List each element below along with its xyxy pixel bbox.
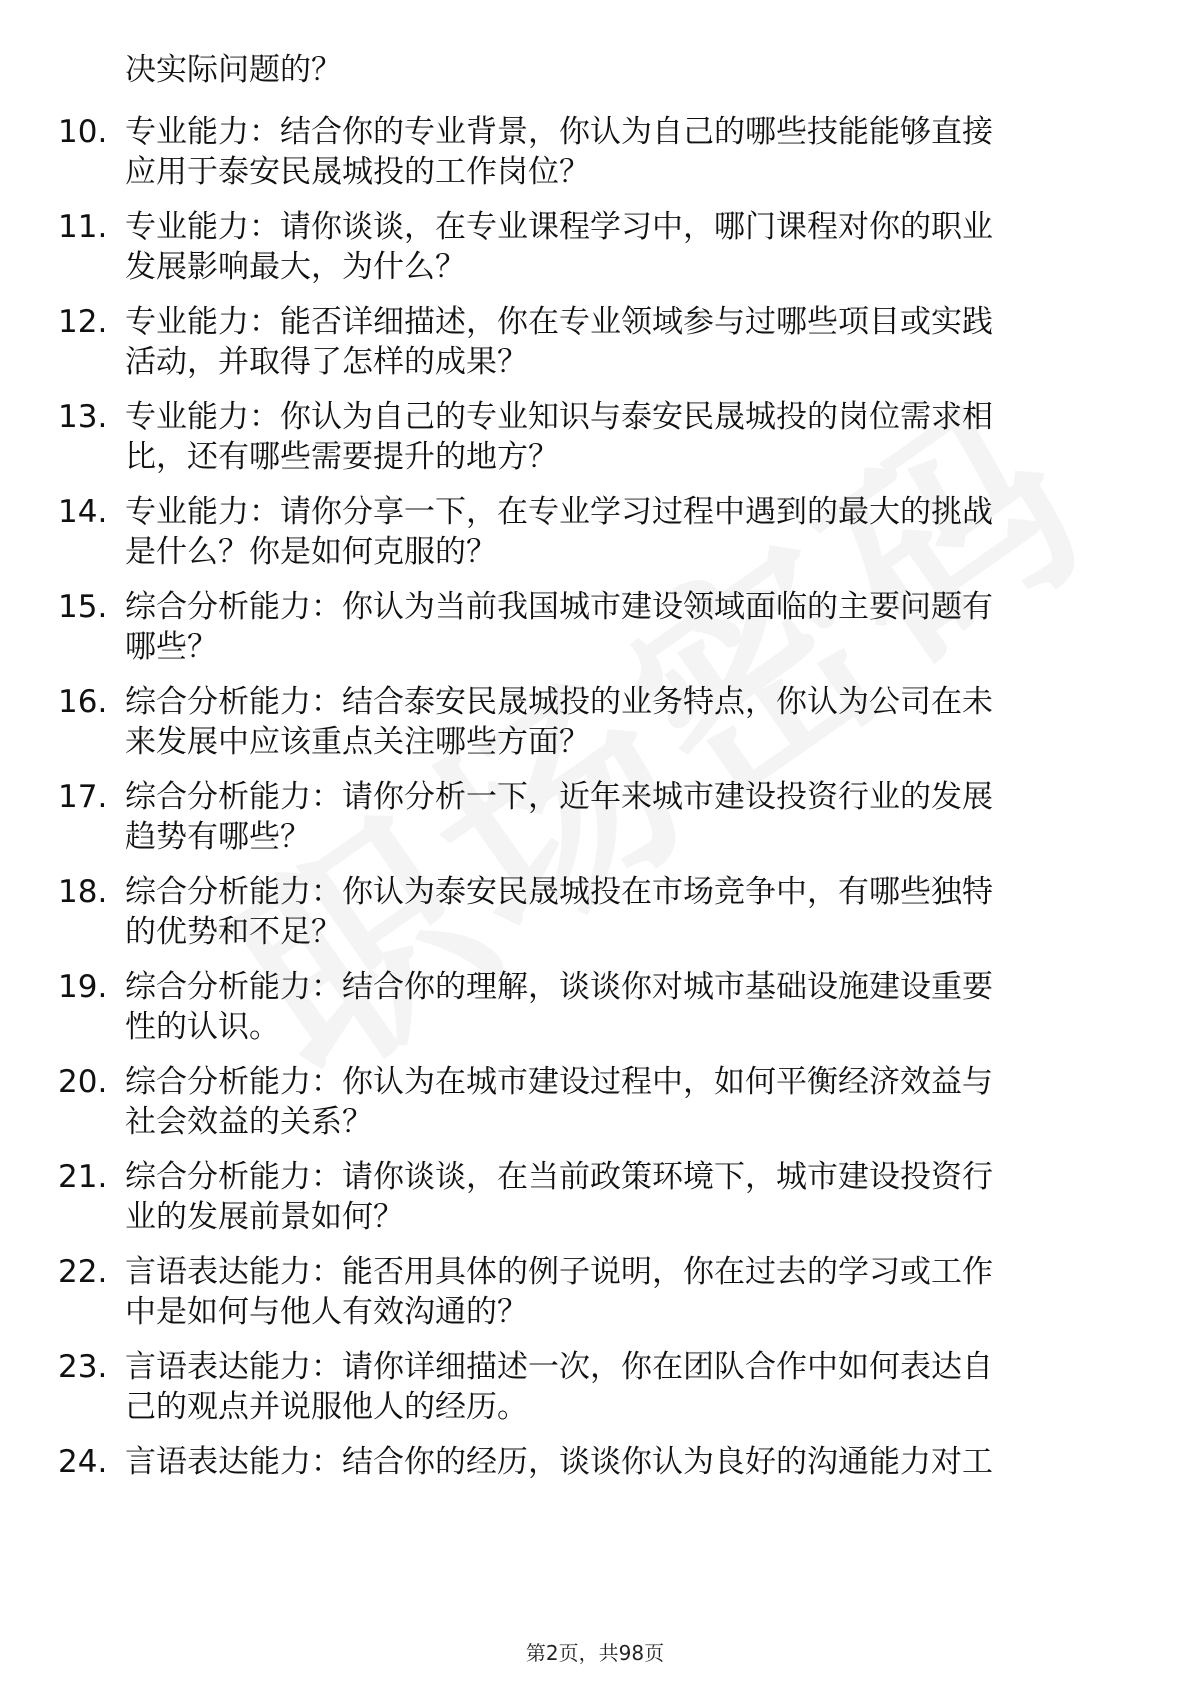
question-number: 16.	[58, 684, 108, 720]
question-number: 22.	[58, 1254, 108, 1290]
question-text: 专业能力：能否详细描述，你在专业领域参与过哪些项目或实践 活动，并取得了怎样的成果？	[125, 304, 993, 380]
question-text: 专业能力：请你谈谈，在专业课程学习中，哪门课程对你的职业 发展影响最大，为什么？	[125, 209, 993, 285]
question-text: 综合分析能力：你认为当前我国城市建设领域面临的主要问题有 哪些？	[125, 589, 993, 665]
question-number: 24.	[58, 1444, 108, 1480]
question-text: 综合分析能力：你认为泰安民晟城投在市场竞争中，有哪些独特 的优势和不足？	[125, 874, 993, 950]
question-text: 综合分析能力：请你分析一下，近年来城市建设投资行业的发展 趋势有哪些？	[125, 779, 993, 855]
question-number: 18.	[58, 874, 108, 910]
question-text: 综合分析能力：结合泰安民晟城投的业务特点，你认为公司在未 来发展中应该重点关注哪些方面？	[125, 684, 993, 760]
question-text: 专业能力：你认为自己的专业知识与泰安民晟城投的岗位需求相 比，还有哪些需要提升的地方？	[125, 399, 993, 475]
question-number: 10.	[58, 114, 108, 150]
question-text: 综合分析能力：结合你的理解，谈谈你对城市基础设施建设重要 性的认识。	[125, 969, 993, 1045]
question-number: 14.	[58, 494, 108, 530]
question-text: 专业能力：结合你的专业背景，你认为自己的哪些技能能够直接 应用于泰安民晟城投的工作岗位？	[125, 114, 993, 190]
question-number: 15.	[58, 589, 108, 625]
question-text: 言语表达能力：结合你的经历，谈谈你认为良好的沟通能力对工	[125, 1444, 993, 1480]
question-number: 11.	[58, 209, 108, 245]
question-number: 17.	[58, 779, 108, 815]
question-number: 12.	[58, 304, 108, 340]
question-number: 23.	[58, 1349, 108, 1385]
question-number: 20.	[58, 1064, 108, 1100]
question-text: 言语表达能力：请你详细描述一次，你在团队合作中如何表达自 己的观点并说服他人的经历。	[125, 1349, 993, 1425]
question-text: 综合分析能力：请你谈谈，在当前政策环境下，城市建设投资行 业的发展前景如何？	[125, 1159, 993, 1235]
question-number: 19.	[58, 969, 108, 1005]
question-number: 13.	[58, 399, 108, 435]
question-text: 专业能力：请你分享一下，在专业学习过程中遇到的最大的挑战 是什么？你是如何克服的？	[125, 494, 993, 570]
question-number: 21.	[58, 1159, 108, 1195]
continuation-text: 决实际问题的？	[125, 52, 342, 88]
page-footer: 第2页，共98页	[525, 1641, 665, 1665]
question-text: 言语表达能力：能否用具体的例子说明，你在过去的学习或工作 中是如何与他人有效沟通的？	[125, 1254, 993, 1330]
question-text: 综合分析能力：你认为在城市建设过程中，如何平衡经济效益与 社会效益的关系？	[125, 1064, 993, 1140]
